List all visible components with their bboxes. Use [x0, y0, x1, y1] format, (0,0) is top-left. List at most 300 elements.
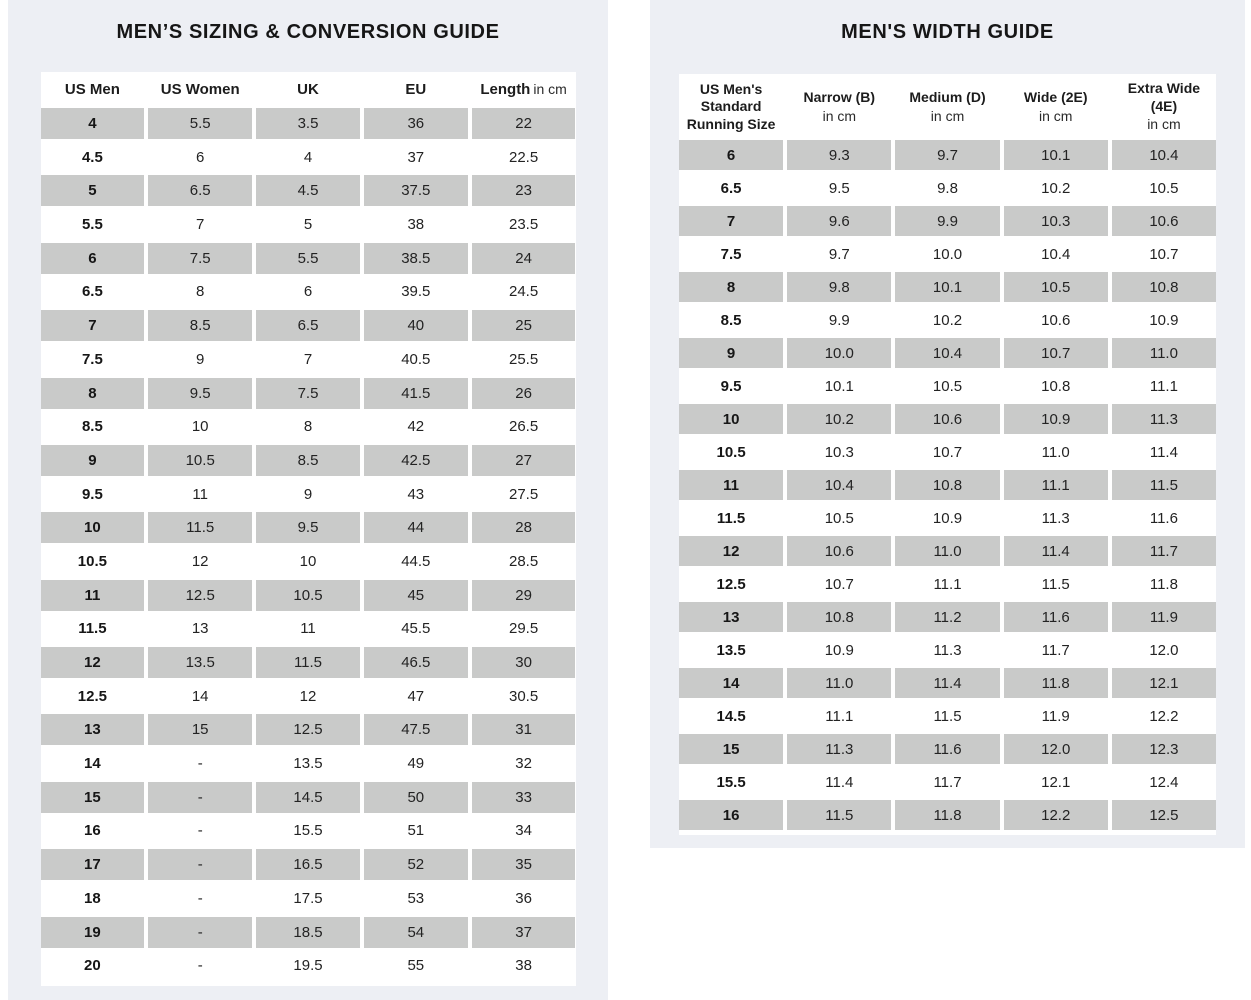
- table-cell: 13: [679, 602, 783, 632]
- table-cell: 10: [41, 512, 145, 543]
- table-cell: 45: [364, 580, 468, 611]
- table-cell: 6: [196, 148, 205, 166]
- table-cell: -: [197, 957, 203, 975]
- table-cell: 20: [84, 957, 101, 975]
- table-cell: 12.1: [1041, 773, 1071, 791]
- table-cell: 35: [472, 849, 576, 880]
- table-cell: 45.5: [401, 620, 431, 638]
- table-cell: 46.5: [364, 647, 468, 678]
- column-label: Extra Wide (4E): [1127, 80, 1201, 114]
- table-cell: 9.8: [937, 179, 958, 197]
- table-cell: 10.0: [932, 245, 963, 263]
- table-cell: 29: [472, 580, 576, 611]
- table-cell: 13.5: [148, 647, 252, 678]
- table-row: [41, 378, 576, 409]
- table-cell: 11.5: [78, 620, 107, 638]
- table-cell: 9.5: [256, 512, 360, 543]
- table-cell: 4.5: [256, 175, 360, 206]
- column-label: Medium (D): [909, 89, 986, 105]
- column-label: Length: [480, 81, 531, 98]
- table-row: [41, 613, 576, 644]
- table-cell: 23.5: [508, 216, 539, 234]
- table-cell: 12: [41, 647, 145, 678]
- table-cell: 9.9: [828, 311, 850, 329]
- table-row: [679, 272, 1216, 302]
- table-cell: 24: [472, 243, 576, 274]
- table-cell: 8: [303, 418, 313, 436]
- sizing-conversion-panel: [8, 0, 608, 1000]
- table-cell: 27.5: [508, 485, 539, 503]
- table-cell: 11.0: [787, 668, 891, 698]
- column-label: US Women: [160, 81, 240, 98]
- table-cell: 7.5: [720, 245, 742, 263]
- table-cell: 28.5: [508, 552, 539, 570]
- table-cell: 11.4: [825, 773, 854, 791]
- table-cell: 10.8: [1112, 272, 1216, 302]
- table-cell: 9: [41, 445, 145, 476]
- table-cell: 10.4: [1041, 245, 1071, 263]
- table-cell: 11.5: [1112, 470, 1216, 500]
- table-cell: 9.7: [828, 245, 850, 263]
- table-cell: 12.0: [1149, 641, 1179, 659]
- table-row: [41, 175, 576, 206]
- table-cell: -: [148, 782, 252, 813]
- table-cell: 10.9: [824, 641, 854, 659]
- table-cell: 42: [407, 418, 425, 436]
- table-cell: 12.2: [1149, 707, 1179, 725]
- table-cell: 10.7: [1004, 338, 1108, 368]
- table-row: [679, 239, 1216, 269]
- table-cell: 11.0: [1112, 338, 1216, 368]
- table-cell: 15: [148, 714, 252, 745]
- table-row: [41, 310, 576, 341]
- table-cell: 7.5: [81, 350, 103, 368]
- table-cell: 6: [679, 140, 783, 170]
- column-label: UK: [297, 81, 319, 98]
- width-guide-panel: [650, 0, 1245, 848]
- table-cell: 6.5: [148, 175, 252, 206]
- table-cell: 10.4: [787, 470, 891, 500]
- table-cell: 52: [364, 849, 468, 880]
- table-cell: 51: [407, 822, 425, 840]
- table-cell: 55: [407, 957, 425, 975]
- table-cell: 41.5: [364, 378, 468, 409]
- table-cell: 10.1: [824, 377, 854, 395]
- table-cell: 12.0: [1004, 734, 1108, 764]
- table-row: [41, 681, 576, 712]
- table-row: [41, 108, 576, 139]
- table-cell: 10.9: [932, 509, 963, 527]
- table-row: [679, 635, 1216, 665]
- table-cell: 6: [303, 283, 313, 301]
- column-label: US Men: [64, 81, 120, 98]
- table-cell: 7.5: [256, 378, 360, 409]
- table-row: [41, 142, 576, 173]
- table-cell: 16: [679, 800, 783, 830]
- table-cell: 28: [472, 512, 576, 543]
- table-cell: 36: [515, 889, 532, 907]
- table-row: [679, 536, 1216, 566]
- table-row: [679, 305, 1216, 335]
- table-cell: 11.9: [1041, 707, 1070, 725]
- table-cell: 5.5: [81, 216, 103, 234]
- table-cell: 38: [407, 216, 425, 234]
- table-row: [41, 580, 576, 611]
- table-cell: 39.5: [401, 283, 431, 301]
- table-cell: 29.5: [508, 620, 539, 638]
- table-cell: 11.7: [933, 773, 962, 791]
- table-cell: 22.5: [508, 148, 539, 166]
- table-cell: 17: [41, 849, 145, 880]
- table-cell: 43: [407, 485, 425, 503]
- column-header: [256, 80, 360, 100]
- table-cell: 15: [679, 734, 783, 764]
- table-cell: 11.5: [716, 509, 746, 527]
- table-cell: 11.1: [1004, 470, 1108, 500]
- table-cell: 11.9: [1112, 602, 1216, 632]
- table-cell: 10.5: [716, 443, 746, 461]
- table-cell: 9: [196, 350, 205, 368]
- table-cell: 15.5: [293, 822, 323, 840]
- table-cell: 3.5: [256, 108, 360, 139]
- column-header: [679, 81, 783, 134]
- table-cell: 11.4: [1004, 536, 1108, 566]
- table-cell: 10.3: [1004, 206, 1108, 236]
- table-cell: 11.4: [1149, 443, 1178, 461]
- table-cell: 10.7: [932, 443, 963, 461]
- table-cell: 31: [472, 714, 576, 745]
- table-cell: 10.6: [1041, 311, 1071, 329]
- table-cell: 11.7: [1112, 536, 1216, 566]
- table-cell: 12.2: [1004, 800, 1108, 830]
- table-cell: -: [148, 849, 252, 880]
- sizing-guide-table: [41, 72, 576, 986]
- column-label: Wide (2E): [1023, 89, 1088, 105]
- table-cell: 11: [41, 580, 145, 611]
- table-cell: 11.8: [1149, 575, 1178, 593]
- table-cell: 7: [196, 216, 205, 234]
- table-row: [41, 714, 576, 745]
- table-cell: 6: [41, 243, 145, 274]
- table-cell: 18: [84, 889, 101, 907]
- table-cell: 8: [679, 272, 783, 302]
- table-cell: 12: [679, 536, 783, 566]
- column-unit-label: in cm: [1147, 116, 1181, 133]
- table-cell: 30: [472, 647, 576, 678]
- table-cell: 11.5: [1041, 575, 1070, 593]
- table-row: [41, 479, 576, 510]
- table-cell: -: [197, 755, 203, 773]
- table-cell: 27: [472, 445, 576, 476]
- table-cell: 10.5: [77, 552, 107, 570]
- table-cell: 10.7: [1149, 245, 1179, 263]
- table-cell: 10.4: [1112, 140, 1216, 170]
- table-cell: 9.8: [787, 272, 891, 302]
- table-cell: 10.3: [824, 443, 854, 461]
- table-cell: 7: [41, 310, 145, 341]
- table-cell: 10.1: [895, 272, 999, 302]
- table-cell: -: [148, 917, 252, 948]
- table-row: [679, 470, 1216, 500]
- table-cell: 11.6: [1149, 509, 1178, 527]
- table-cell: 14.5: [716, 707, 746, 725]
- table-cell: 19.5: [293, 957, 323, 975]
- table-cell: 13: [191, 620, 209, 638]
- table-cell: 9.5: [720, 377, 742, 395]
- table-cell: 12.4: [1149, 773, 1179, 791]
- table-cell: 4.5: [81, 148, 103, 166]
- table-row: [679, 800, 1216, 830]
- sizing-guide-title: MEN’S SIZING & CONVERSION GUIDE: [116, 21, 500, 43]
- table-cell: 10.8: [787, 602, 891, 632]
- table-cell: 23: [472, 175, 576, 206]
- width-guide-title: MEN'S WIDTH GUIDE: [841, 21, 1054, 43]
- table-cell: 8.5: [81, 418, 103, 436]
- table-row: [41, 546, 576, 577]
- table-cell: 11.8: [1004, 668, 1108, 698]
- table-row: [679, 569, 1216, 599]
- column-label: EU: [405, 81, 427, 98]
- table-cell: 8.5: [148, 310, 252, 341]
- table-row: [679, 338, 1216, 368]
- table-cell: 26: [472, 378, 576, 409]
- table-cell: 9.6: [787, 206, 891, 236]
- table-cell: 53: [407, 889, 425, 907]
- table-cell: 11.5: [933, 707, 962, 725]
- table-cell: 10.6: [787, 536, 891, 566]
- table-row: [41, 883, 576, 914]
- table-row: [41, 917, 576, 948]
- table-cell: 44: [364, 512, 468, 543]
- table-row: [41, 647, 576, 678]
- sizing-guide-header-row: [41, 72, 576, 108]
- table-cell: 15: [41, 782, 145, 813]
- table-cell: 11.7: [1041, 641, 1070, 659]
- table-cell: 26.5: [508, 418, 539, 436]
- table-row: [41, 512, 576, 543]
- column-header: [364, 80, 468, 100]
- table-cell: 14: [84, 755, 101, 773]
- table-cell: 11.0: [1041, 443, 1070, 461]
- table-cell: 10: [299, 552, 317, 570]
- table-cell: 13.5: [293, 755, 323, 773]
- table-cell: 10.6: [895, 404, 999, 434]
- table-cell: 11: [300, 620, 316, 638]
- table-cell: 10.2: [1041, 179, 1071, 197]
- table-cell: 9.5: [148, 378, 252, 409]
- table-cell: 13: [41, 714, 145, 745]
- table-cell: 38: [515, 957, 532, 975]
- table-cell: 40: [364, 310, 468, 341]
- table-cell: 5: [303, 216, 313, 234]
- table-cell: 10.2: [932, 311, 963, 329]
- table-row: [41, 782, 576, 813]
- column-label: US Men's Standard Running Size: [686, 80, 776, 132]
- column-label: Narrow (B): [803, 89, 876, 105]
- table-cell: 18.5: [256, 917, 360, 948]
- column-header: [895, 89, 999, 125]
- table-cell: 25: [472, 310, 576, 341]
- table-cell: 9.5: [81, 485, 103, 503]
- column-header: [472, 80, 576, 100]
- table-row: [679, 206, 1216, 236]
- table-cell: 11.5: [787, 800, 891, 830]
- table-row: [679, 140, 1216, 170]
- table-cell: 10: [191, 418, 209, 436]
- table-cell: 12.5: [716, 575, 746, 593]
- table-cell: 7: [303, 350, 313, 368]
- table-cell: 10.5: [1149, 179, 1179, 197]
- table-cell: 10.5: [1004, 272, 1108, 302]
- table-row: [41, 815, 576, 846]
- table-cell: 11: [679, 470, 783, 500]
- table-cell: 11.3: [1041, 509, 1070, 527]
- table-cell: 12: [299, 687, 317, 705]
- table-cell: 11.3: [787, 734, 891, 764]
- table-cell: 36: [364, 108, 468, 139]
- table-cell: 5.5: [148, 108, 252, 139]
- table-row: [679, 734, 1216, 764]
- table-cell: 30.5: [508, 687, 539, 705]
- table-cell: 40.5: [401, 350, 431, 368]
- table-cell: 11.6: [895, 734, 999, 764]
- column-header: [787, 89, 891, 125]
- table-cell: 9.7: [895, 140, 999, 170]
- table-cell: 11.4: [895, 668, 999, 698]
- table-row: [679, 701, 1216, 731]
- table-cell: 15.5: [716, 773, 746, 791]
- table-cell: 33: [472, 782, 576, 813]
- table-cell: 16.5: [256, 849, 360, 880]
- table-cell: 42.5: [364, 445, 468, 476]
- table-cell: 10.4: [895, 338, 999, 368]
- table-cell: 37.5: [364, 175, 468, 206]
- table-row: [41, 411, 576, 442]
- table-cell: 6.5: [81, 283, 103, 301]
- table-cell: 10.5: [824, 509, 854, 527]
- table-cell: 4: [303, 148, 313, 166]
- table-cell: 11.8: [895, 800, 999, 830]
- width-guide-table: [679, 74, 1216, 835]
- table-cell: 34: [515, 822, 532, 840]
- table-cell: 12.1: [1112, 668, 1216, 698]
- table-row: [41, 344, 576, 375]
- table-row: [41, 276, 576, 307]
- table-cell: 12.5: [77, 687, 107, 705]
- table-cell: 10.6: [1112, 206, 1216, 236]
- table-cell: 47: [407, 687, 425, 705]
- table-cell: 10.5: [256, 580, 360, 611]
- table-cell: 14.5: [256, 782, 360, 813]
- table-cell: 7: [679, 206, 783, 236]
- table-cell: -: [197, 822, 203, 840]
- column-header: [41, 80, 145, 100]
- table-row: [679, 503, 1216, 533]
- table-cell: 44.5: [401, 552, 431, 570]
- table-cell: 12.3: [1112, 734, 1216, 764]
- table-cell: 9: [303, 485, 313, 503]
- table-cell: 10.9: [1004, 404, 1108, 434]
- table-cell: 10: [679, 404, 783, 434]
- table-row: [41, 748, 576, 779]
- table-cell: 12.5: [148, 580, 252, 611]
- table-cell: 10.8: [1041, 377, 1071, 395]
- table-cell: 12: [191, 552, 209, 570]
- table-cell: 37: [407, 148, 425, 166]
- table-cell: 11.1: [1149, 377, 1178, 395]
- table-cell: 8.5: [720, 311, 742, 329]
- table-cell: 11.5: [148, 512, 252, 543]
- table-cell: 10.2: [787, 404, 891, 434]
- table-cell: 12.5: [1112, 800, 1216, 830]
- table-row: [679, 668, 1216, 698]
- table-cell: 13.5: [716, 641, 746, 659]
- table-cell: 24.5: [508, 283, 539, 301]
- table-cell: 17.5: [293, 889, 323, 907]
- width-guide-rows: [679, 140, 1216, 830]
- table-cell: 11.2: [895, 602, 999, 632]
- column-header: [148, 80, 252, 100]
- table-cell: 14: [679, 668, 783, 698]
- table-row: [679, 767, 1216, 797]
- table-cell: 49: [407, 755, 425, 773]
- column-header: [1004, 89, 1108, 125]
- table-row: [679, 173, 1216, 203]
- table-cell: 11.5: [256, 647, 360, 678]
- table-row: [41, 209, 576, 240]
- column-header: [1112, 80, 1216, 134]
- table-cell: 6.5: [720, 179, 742, 197]
- table-cell: 6.5: [256, 310, 360, 341]
- table-cell: -: [197, 889, 203, 907]
- table-cell: 11: [192, 485, 208, 503]
- table-cell: 19: [41, 917, 145, 948]
- table-cell: 25.5: [508, 350, 539, 368]
- column-unit-label: in cm: [822, 107, 857, 124]
- column-unit-label: in cm: [1038, 107, 1073, 124]
- table-cell: 11.1: [825, 707, 854, 725]
- table-cell: 11.6: [1004, 602, 1108, 632]
- table-cell: 10.8: [895, 470, 999, 500]
- table-cell: 54: [364, 917, 468, 948]
- table-row: [41, 849, 576, 880]
- table-cell: 10.5: [148, 445, 252, 476]
- table-cell: 10.7: [824, 575, 854, 593]
- table-row: [679, 602, 1216, 632]
- table-cell: 11.3: [933, 641, 962, 659]
- table-cell: 10.5: [932, 377, 963, 395]
- column-unit-label: in cm: [533, 81, 567, 97]
- table-cell: 9.3: [787, 140, 891, 170]
- table-cell: 9.5: [828, 179, 850, 197]
- table-cell: 32: [515, 755, 532, 773]
- table-cell: 16: [84, 822, 101, 840]
- table-row: [679, 404, 1216, 434]
- table-cell: 7.5: [148, 243, 252, 274]
- table-cell: 9: [679, 338, 783, 368]
- table-cell: 8.5: [256, 445, 360, 476]
- table-row: [41, 243, 576, 274]
- table-row: [41, 445, 576, 476]
- table-cell: 38.5: [364, 243, 468, 274]
- table-row: [679, 371, 1216, 401]
- sizing-guide-rows: [41, 108, 576, 981]
- table-cell: 8: [196, 283, 205, 301]
- width-guide-header-row: [679, 74, 1216, 140]
- table-cell: 12.5: [256, 714, 360, 745]
- table-cell: 9.9: [895, 206, 999, 236]
- table-cell: 8: [41, 378, 145, 409]
